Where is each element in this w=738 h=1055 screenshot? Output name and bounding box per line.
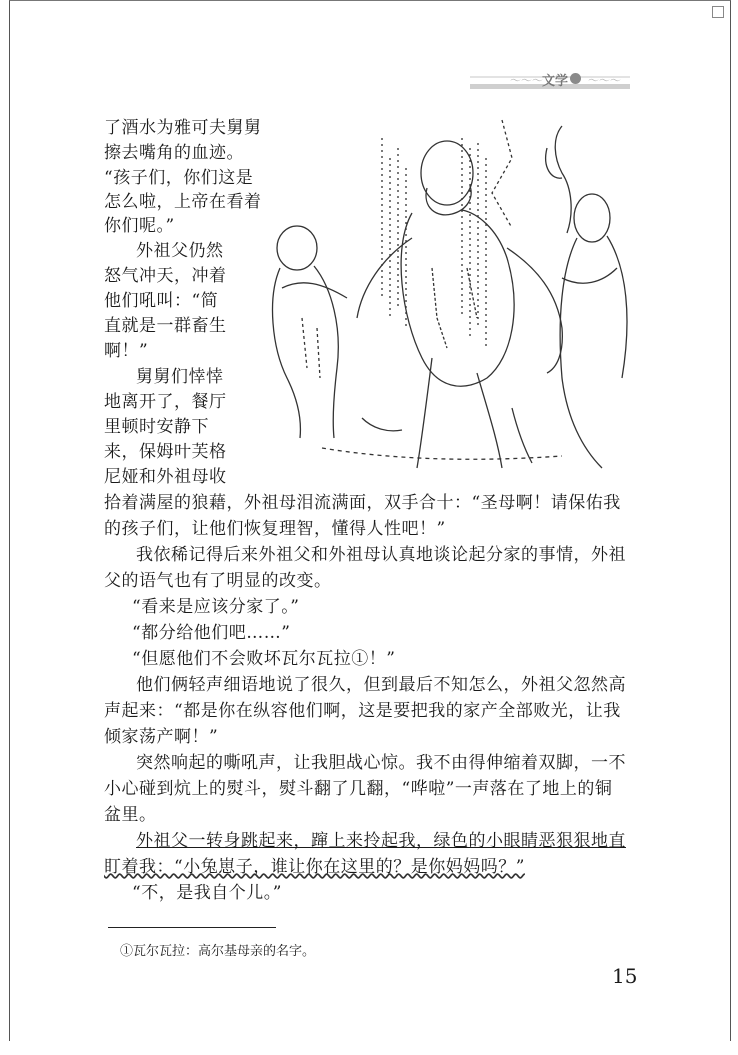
illustration-uncle <box>273 226 347 438</box>
wavy-underlined-text-line: 盯着我：“小兔崽子，谁让你在这里的？是你妈妈吗？” <box>104 857 525 877</box>
text-line: 倾家荡产啊！” <box>104 727 219 747</box>
header-decoration-right: ～～～ <box>588 74 621 87</box>
text-line: 擦去嘴角的血迹。 <box>104 143 244 163</box>
page-corner-icon <box>712 6 724 18</box>
text-line: 里顿时安静下 <box>104 417 209 437</box>
text-line: 声起来：“都是你在纵容他们啊，这是要把我的家产全部败光，让我 <box>104 701 621 721</box>
text-line: 舅舅们悻悻 <box>136 367 224 387</box>
footnote-rule <box>108 927 276 928</box>
dialogue-line: “不，是我自个儿。” <box>132 883 282 903</box>
page-header <box>470 66 630 96</box>
text-line: 他们吼叫：“简 <box>104 291 219 311</box>
dialogue-line: “但愿他们不会败坏瓦尔瓦拉①！” <box>132 649 396 669</box>
illustration-woman <box>560 194 627 468</box>
text-line: 尼娅和外祖母收 <box>104 467 227 487</box>
text-line: 怎么啦，上帝在看着 <box>104 192 262 212</box>
illustration-grandfather <box>357 141 562 468</box>
illustration-lamp <box>555 126 571 233</box>
header-decoration-left: ～～～ <box>510 74 543 87</box>
text-line: 父的语气也有了明显的改变。 <box>104 571 332 591</box>
illustration-hatching <box>382 138 406 328</box>
text-line: 了酒水为雅可夫舅舅 <box>104 118 262 138</box>
dialogue-line: “看来是应该分家了。” <box>132 597 300 617</box>
text-line: 你们呢。” <box>104 216 175 236</box>
text-line: 小心碰到炕上的熨斗，熨斗翻了几翻，“哗啦”一声落在了地上的铜 <box>104 779 613 799</box>
text-line: 他们俩轻声细语地说了很久，但到最后不知怎么，外祖父忽然高 <box>136 675 626 695</box>
footnote: ①瓦尔瓦拉：高尔基母亲的名字。 <box>120 944 316 959</box>
text-line: 啊！” <box>104 341 149 361</box>
text-line: 地离开了，餐厅 <box>104 392 227 412</box>
header-label: 文学 <box>542 74 569 89</box>
header-dot-icon <box>570 73 581 84</box>
text-line: 我依稀记得后来外祖父和外祖母认真地谈论起分家的事情，外祖 <box>136 545 626 565</box>
illustration <box>262 118 640 488</box>
text-line: 拾着满屋的狼藉，外祖母泪流满面，双手合十：“圣母啊！请保佑我 <box>104 493 621 513</box>
text-line: 外祖父仍然 <box>136 241 224 261</box>
text-line: 突然响起的嘶吼声，让我胆战心惊。我不由得伸缩着双脚，一不 <box>136 753 626 773</box>
text-line: 来，保姆叶芙格 <box>104 442 227 462</box>
text-line: 怒气冲天，冲着 <box>104 266 227 286</box>
text-line: 盆里。 <box>104 805 157 825</box>
underlined-text-line: 外祖父一转身跳起来，蹿上来拎起我，绿色的小眼睛恶狠狠地直 <box>136 831 626 851</box>
text-line: 直就是一群畜生 <box>104 316 227 336</box>
page-number: 15 <box>612 964 638 988</box>
text-line: 的孩子们，让他们恢复理智，懂得人性吧！” <box>104 519 446 539</box>
dialogue-line: “都分给他们吧……” <box>132 623 291 643</box>
text-line: “孩子们，你们这是 <box>104 168 254 188</box>
